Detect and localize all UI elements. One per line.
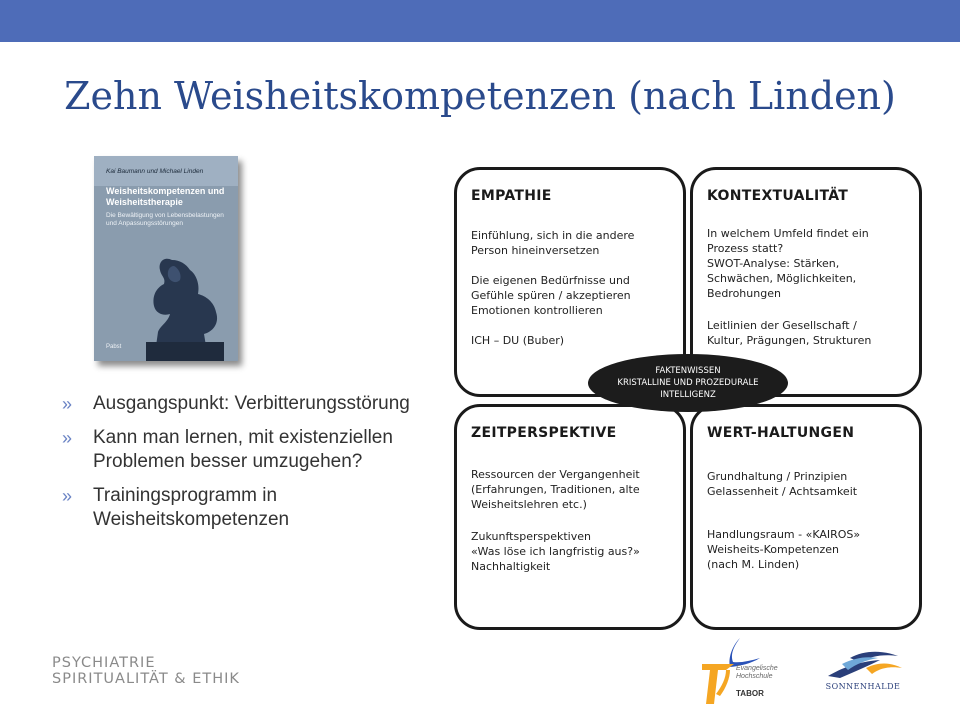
box-text: Grundhaltung / Prinzipien Gelassenheit / Achtsamkeit [707,470,858,498]
box-text: In welchem Umfeld findet ein Prozess statt? SWOT-Analyse: Stärken, Schwächen, Möglichkeiten, Bedrohungen [707,227,869,300]
box-text: Zukunftsperspektiven «Was löse ich langfristig aus?» Nachhaltigkeit [471,530,640,573]
box-title: EMPATHIE [471,188,552,204]
bullet-list [62,392,452,542]
book-cover [94,156,238,361]
ehs-logo-line: Hochschule [736,672,773,680]
bullet-marker: » [62,394,73,414]
list-item [62,484,452,532]
bullet-text: Ausgangspunkt: Verbitterungsstörung [93,393,410,414]
bullet-text: Trainingsprogramm in Weisheitskompetenzen [93,485,290,530]
book-subtitle: Die Bewältigung von Lebensbelastungen und Anpassungsstörungen [106,212,224,227]
box-title: ZEITPERSPEKTIVE [471,425,617,441]
sonnenhalde-logo-text: SONNENHALDE [825,682,901,691]
book-publisher: Pabst [106,344,122,350]
book-title: Weisheitskompetenzen und Weisheitstherapie [106,186,225,207]
box-text: Die eigenen Bedürfnisse und Gefühle spüren / akzeptieren Emotionen kontrollieren [471,274,631,317]
center-label: KRISTALLINE UND PROZEDURALE [617,378,759,388]
bullet-marker: » [62,486,73,506]
box-text: Einfühlung, sich in die andere Person hineinversetzen [471,229,635,257]
logo-evangelische-hochschule [700,636,792,704]
box-title: KONTEXTUALITÄT [707,188,849,204]
center-ellipse [588,354,788,412]
footer-text [52,655,240,687]
footer-line: SPIRITUALITÄT & ETHIK [52,671,240,687]
slide-title: Zehn Weisheitskompetenzen (nach Linden) [64,74,896,118]
bullet-text: Kann man lernen, mit existenziellen Problemen besser umzugehen? [93,427,393,472]
ehs-logo-name: TABOR [736,689,764,698]
box-text: Leitlinien der Gesellschaft / Kultur, Prägungen, Strukturen [707,319,872,347]
thinker-statue-icon [94,156,238,361]
bullet-marker: » [62,428,73,448]
box-text: Ressourcen der Vergangenheit (Erfahrungen, Traditionen, alte Weisheitslehren etc.) [471,468,640,511]
ehs-logo-text [736,665,778,680]
center-label: INTELLIGENZ [660,390,716,400]
book-authors: Kai Baumann und Michael Linden [106,168,204,175]
logo-sonnenhalde [820,646,906,694]
list-item [62,426,452,474]
list-item [62,392,452,416]
box-zeitperspektive [454,404,686,630]
top-bar [0,0,960,42]
footer-line: PSYCHIATRIE [52,655,156,671]
ehs-logo-line: Evangelische [736,665,778,672]
box-text: ICH – DU (Buber) [471,334,565,347]
box-title: WERT-HALTUNGEN [707,425,855,441]
box-wert-haltungen [690,404,922,630]
sonnenhalde-logo-icon [820,646,906,682]
box-text: Handlungsraum - «KAIROS» Weisheits-Kompetenzen (nach M. Linden) [707,528,861,571]
center-label: FAKTENWISSEN [655,366,721,376]
